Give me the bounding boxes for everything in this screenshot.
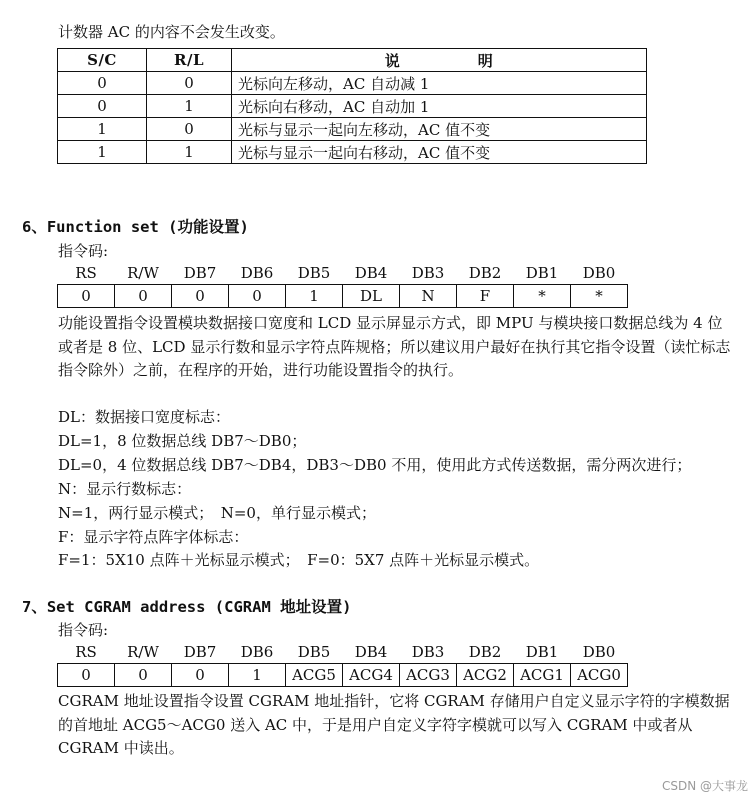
bit-header: RS [75,264,97,282]
bit-value: N [400,285,457,308]
n-flag-title: N：显示行数标志： [58,480,192,498]
table-cell: 1 [147,95,232,118]
table-header-row [58,49,647,72]
f-flag-title: F：显示字符点阵字体标志： [58,528,249,546]
bit-value: 1 [286,285,343,308]
section-6-code-label: 指令码: [58,242,109,260]
csdn-watermark: CSDN @大事龙 [661,779,748,793]
table-cell: 0 [58,72,147,95]
bit-header: DB5 [297,264,331,282]
bit-value-row [58,664,628,687]
section-7-code-label: 指令码: [58,621,109,639]
table-row [58,141,647,164]
cgram-bit-table [57,641,628,687]
bit-header: DB2 [468,264,502,282]
bit-value: 0 [229,285,286,308]
bit-header: DB1 [525,643,559,661]
bit-header: DB1 [525,264,559,282]
sc-rl-table [57,48,647,164]
bit-value: 1 [229,664,286,687]
bit-header: DB4 [354,643,388,661]
bit-value: 0 [115,664,172,687]
bit-value: * [514,285,571,308]
table-cell: 1 [58,141,147,164]
table-cell: 0 [147,72,232,95]
table-cell: 1 [147,141,232,164]
table-row [58,95,647,118]
bit-value: F [457,285,514,308]
bit-value: ACG0 [571,664,628,687]
bit-value-row [58,285,628,308]
bit-header: DB2 [468,643,502,661]
bit-value: * [571,285,628,308]
table-header-cell: 说 明 [232,49,647,72]
table-cell: 1 [58,118,147,141]
section-7-heading: 7、Set CGRAM address (CGRAM 地址设置) [22,598,352,616]
bit-value: ACG4 [343,664,400,687]
bit-value: 0 [172,664,229,687]
bit-header: DB0 [582,264,616,282]
dl-1-desc: DL=1，8 位数据总线 DB7～DB0； [58,432,307,450]
bit-value: ACG3 [400,664,457,687]
bit-value: 0 [58,664,115,687]
bit-header: DB7 [183,643,217,661]
bit-header: DB6 [240,643,274,661]
bit-header: DB3 [411,264,445,282]
table-cell: 0 [58,95,147,118]
table-cell: 光标向右移动，AC 自动加 1 [232,95,647,118]
table-row [58,72,647,95]
table-cell: 光标向左移动，AC 自动减 1 [232,72,647,95]
table-cell: 光标与显示一起向右移动，AC 值不变 [232,141,647,164]
bit-header: DB5 [297,643,331,661]
intro-line: 计数器 AC 的内容不会发生改变。 [58,23,285,41]
f-desc: F=1：5X10 点阵＋光标显示模式； F=0：5X7 点阵＋光标显示模式。 [58,551,540,569]
function-set-bit-table [57,262,628,308]
bit-header: DB0 [582,643,616,661]
section-6-heading: 6、Function set (功能设置) [22,218,249,236]
bit-value: ACG1 [514,664,571,687]
dl-0-desc: DL=0，4 位数据总线 DB7～DB4，DB3～DB0 不用，使用此方式传送数据，需分两次进行； [58,456,692,474]
bit-header-row [58,262,628,285]
table-cell: 光标与显示一起向左移动，AC 值不变 [232,118,647,141]
bit-header-row [58,641,628,664]
table-cell: 0 [147,118,232,141]
bit-header: DB6 [240,264,274,282]
table-header-cell: S/C [58,49,147,72]
n-desc: N=1，两行显示模式； N=0，单行显示模式； [58,504,376,522]
bit-header: R/W [127,643,159,661]
bit-header: RS [75,643,97,661]
bit-value: 0 [172,285,229,308]
section-7-paragraph: CGRAM 地址设置指令设置 CGRAM 地址指针，它将 CGRAM 存储用户自定义显示字符的字模数据的首地址 ACG5～ACG0 送入 AC 中，于是用户自定义字符字模就可以写入 CGRAM 中或者从 CGRAM 中读出。 [58,692,730,757]
bit-value: 0 [58,285,115,308]
section-6-paragraph: 功能设置指令设置模块数据接口宽度和 LCD 显示屏显示方式，即 MPU 与模块接口数据总线为 4 位或者是 8 位、LCD 显示行数和显示字符点阵规格；所以建议用户最好在执行其它指令设置（读忙标志指令除外）之前，在程序的开始，进行功能设置指令的执行。 [58,314,731,379]
bit-header: DB7 [183,264,217,282]
table-row [58,118,647,141]
bit-value: ACG2 [457,664,514,687]
bit-header: DB4 [354,264,388,282]
table-header-cell: R/L [147,49,232,72]
bit-value: 0 [115,285,172,308]
bit-value: ACG5 [286,664,343,687]
bit-header: DB3 [411,643,445,661]
bit-header: R/W [127,264,159,282]
bit-value: DL [343,285,400,308]
dl-flag-title: DL：数据接口宽度标志： [58,408,230,426]
